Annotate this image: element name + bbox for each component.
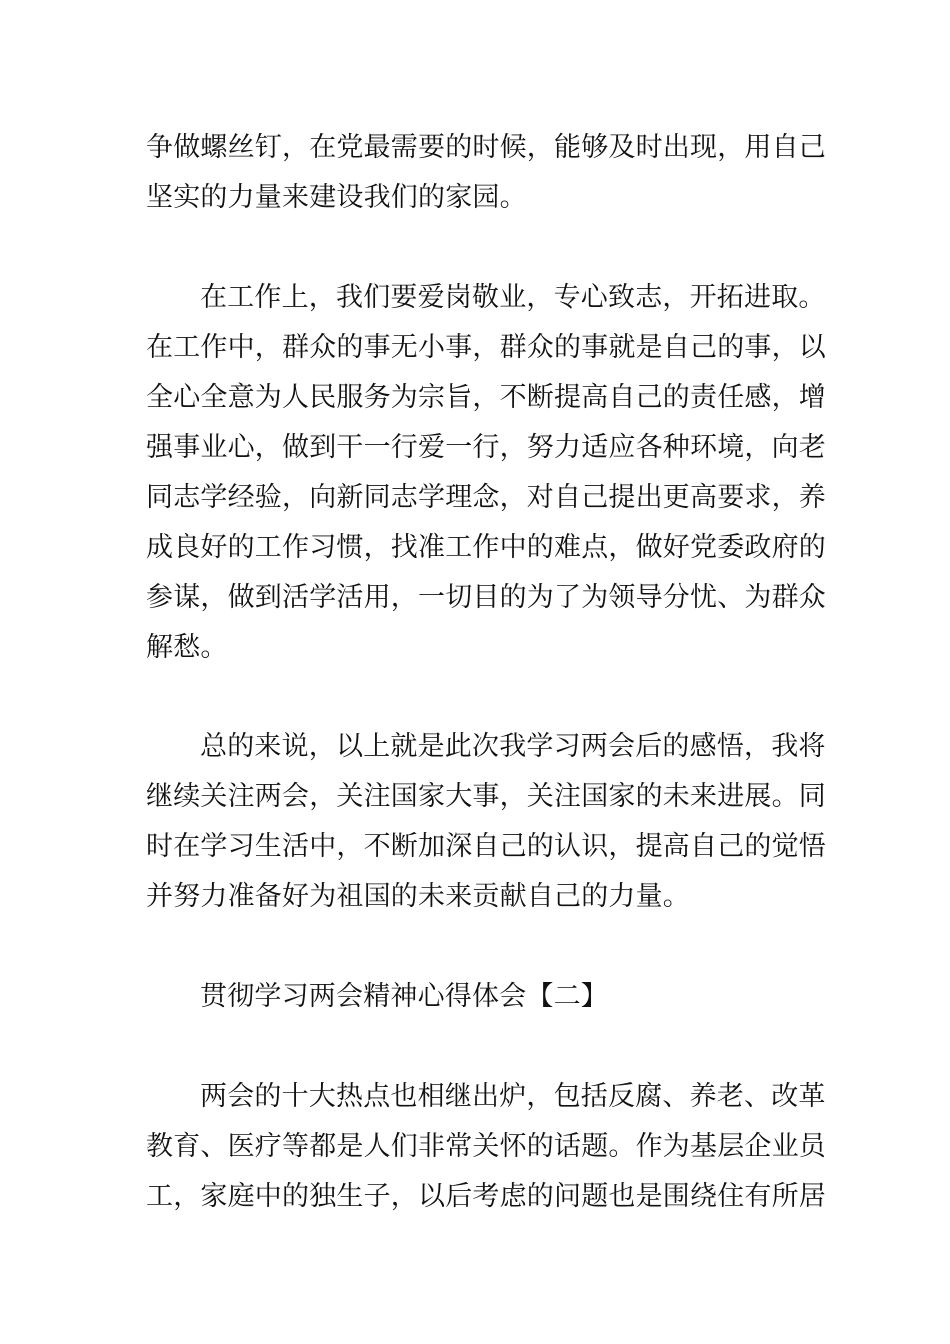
paragraph-1-line-2: 坚实的力量来建设我们的家园。 bbox=[146, 182, 527, 213]
paragraph-3-line-2: 继续关注两会，关注国家大事，关注国家的未来进展。同 bbox=[146, 781, 826, 812]
paragraph-2-line-6: 成良好的工作习惯，找准工作中的难点，做好党委政府的 bbox=[146, 532, 826, 563]
paragraph-2-line-2: 在工作中，群众的事无小事，群众的事就是自己的事，以 bbox=[146, 332, 826, 363]
paragraph-5-line-1: 两会的十大热点也相继出炉，包括反腐、养老、改革 bbox=[200, 1081, 826, 1112]
paragraph-3-line-4: 并努力准备好为祖国的未来贡献自己的力量。 bbox=[146, 881, 690, 912]
paragraph-5-line-3: 工，家庭中的独生子，以后考虑的问题也是围绕住有所居 bbox=[146, 1181, 826, 1212]
paragraph-5-line-2: 教育、医疗等都是人们非常关怀的话题。作为基层企业员 bbox=[146, 1131, 826, 1162]
paragraph-2-line-7: 参谋，做到活学活用，一切目的为了为领导分忧、为群众 bbox=[146, 582, 826, 613]
paragraph-3-line-3: 时在学习生活中，不断加深自己的认识，提高自己的觉悟 bbox=[146, 831, 826, 862]
paragraph-3-line-1: 总的来说，以上就是此次我学习两会后的感悟，我将 bbox=[200, 731, 826, 762]
paragraph-1-line-1: 争做螺丝钉，在党最需要的时候，能够及时出现，用自己 bbox=[146, 132, 826, 163]
paragraph-2-line-4: 强事业心，做到干一行爱一行，努力适应各种环境，向老 bbox=[146, 432, 826, 463]
paragraph-2-line-5: 同志学经验，向新同志学理念，对自己提出更高要求，养 bbox=[146, 482, 826, 513]
paragraph-2-line-8: 解愁。 bbox=[146, 632, 228, 663]
paragraph-2-line-3: 全心全意为人民服务为宗旨，不断提高自己的责任感，增 bbox=[146, 382, 826, 413]
paragraph-2-line-1: 在工作上，我们要爱岗敬业，专心致志，开拓进取。 bbox=[200, 282, 826, 313]
section-heading: 贯彻学习两会精神心得体会【二】 bbox=[200, 981, 608, 1012]
